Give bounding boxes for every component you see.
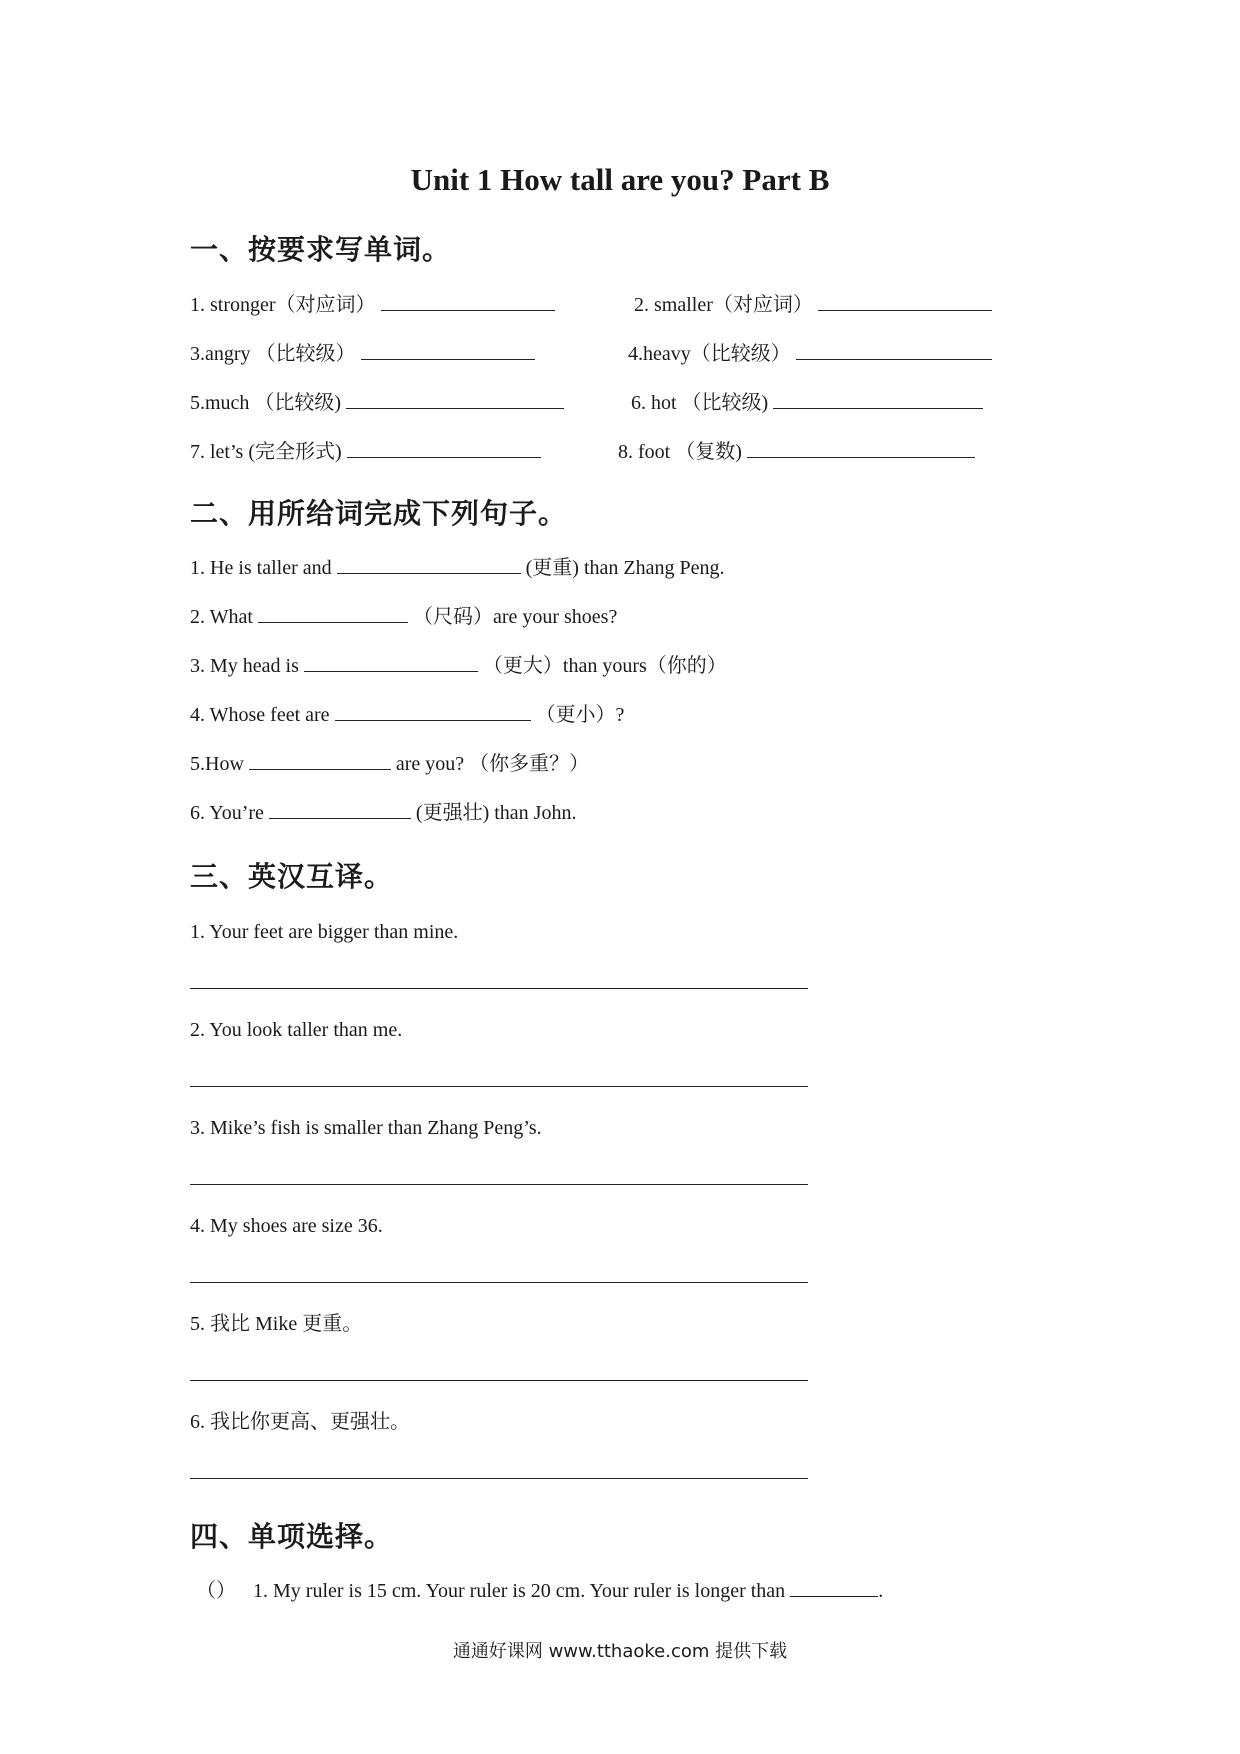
sentence-after: are you? （你多重？） [395, 753, 590, 775]
answer-blank[interactable] [818, 292, 992, 311]
translate-item-2: 2. You look taller than me. [190, 1019, 403, 1041]
page-title: Unit 1 How tall are you? Part B [410, 162, 830, 197]
word-item-2 [634, 292, 992, 317]
sentence-after: (更重) than Zhang Peng. [525, 557, 725, 579]
sentence-after: （尺码）are your shoes? [412, 606, 618, 628]
word-item-label: 8. foot （复数) [618, 441, 742, 463]
word-item-1 [190, 292, 555, 317]
translate-item-4: 4. My shoes are size 36. [190, 1215, 383, 1237]
sentence-item-1 [190, 555, 724, 580]
section-heading-1: 一、按要求写单词。 [190, 233, 452, 266]
word-item-8 [618, 439, 975, 464]
answer-blank[interactable] [773, 390, 983, 409]
answer-blank[interactable] [337, 555, 521, 574]
word-item-label: 5.much （比较级) [190, 392, 342, 414]
answer-line[interactable] [190, 1184, 808, 1185]
answer-line[interactable] [190, 1380, 808, 1381]
translate-item-5: 5. 我比 Mike 更重。 [190, 1313, 363, 1335]
choice-question: 1. My ruler is 15 cm. Your ruler is 20 cm. Your ruler is longer than [253, 1580, 786, 1602]
sentence-item-5 [190, 751, 589, 776]
sentence-before: 6. You’re [190, 802, 264, 824]
answer-blank[interactable] [790, 1578, 878, 1597]
section-heading-4: 四、单项选择。 [190, 1520, 394, 1553]
sentence-after: （更小）? [535, 704, 625, 726]
word-item-label: 3.angry （比较级） [190, 343, 356, 365]
answer-line[interactable] [190, 988, 808, 989]
word-item-label: 6. hot （比较级) [631, 392, 769, 414]
answer-blank[interactable] [796, 341, 992, 360]
answer-line[interactable] [190, 1478, 808, 1479]
sentence-item-6 [190, 800, 576, 825]
answer-blank[interactable] [335, 702, 531, 721]
translate-item-6: 6. 我比你更高、更强壮。 [190, 1411, 410, 1433]
translate-item-1: 1. Your feet are bigger than mine. [190, 921, 459, 943]
paren-open: （ [196, 1580, 216, 1602]
answer-blank[interactable] [361, 341, 535, 360]
sentence-before: 3. My head is [190, 655, 299, 677]
answer-blank[interactable] [258, 604, 408, 623]
sentence-item-2 [190, 604, 617, 629]
word-item-4 [628, 341, 992, 366]
answer-line[interactable] [190, 1086, 808, 1087]
sentence-before: 2. What [190, 606, 253, 628]
word-item-label: 7. let’s (完全形式) [190, 441, 342, 463]
sentence-item-3 [190, 653, 727, 678]
answer-blank[interactable] [249, 751, 391, 770]
word-item-5 [190, 390, 564, 415]
answer-paren[interactable] [196, 1579, 248, 1603]
answer-blank[interactable] [304, 653, 478, 672]
answer-blank[interactable] [747, 439, 975, 458]
word-item-3 [190, 341, 535, 366]
word-item-6 [631, 390, 983, 415]
sentence-item-4 [190, 702, 624, 727]
section-heading-3: 三、英汉互译。 [190, 860, 394, 893]
answer-blank[interactable] [269, 800, 411, 819]
choice-item-1 [196, 1578, 883, 1603]
footer-source: 通通好课网 www.tthaoke.com 提供下载 [452, 1641, 788, 1662]
word-item-label: 1. stronger（对应词） [190, 294, 376, 316]
sentence-after: (更强壮) than John. [415, 802, 577, 824]
word-item-label: 2. smaller（对应词） [634, 294, 813, 316]
answer-blank[interactable] [346, 390, 564, 409]
word-item-7 [190, 439, 541, 464]
answer-line[interactable] [190, 1282, 808, 1283]
sentence-before: 1. He is taller and [190, 557, 332, 579]
sentence-before: 4. Whose feet are [190, 704, 330, 726]
sentence-before: 5.How [190, 753, 244, 775]
paren-close: ） [216, 1580, 236, 1602]
translate-item-3: 3. Mike’s fish is smaller than Zhang Peng’s. [190, 1117, 542, 1139]
answer-blank[interactable] [381, 292, 555, 311]
section-heading-2: 二、用所给词完成下列句子。 [190, 497, 568, 530]
choice-end: . [878, 1580, 884, 1602]
word-item-label: 4.heavy（比较级） [628, 343, 791, 365]
answer-blank[interactable] [347, 439, 541, 458]
sentence-after: （更大）than yours（你的） [482, 655, 727, 677]
